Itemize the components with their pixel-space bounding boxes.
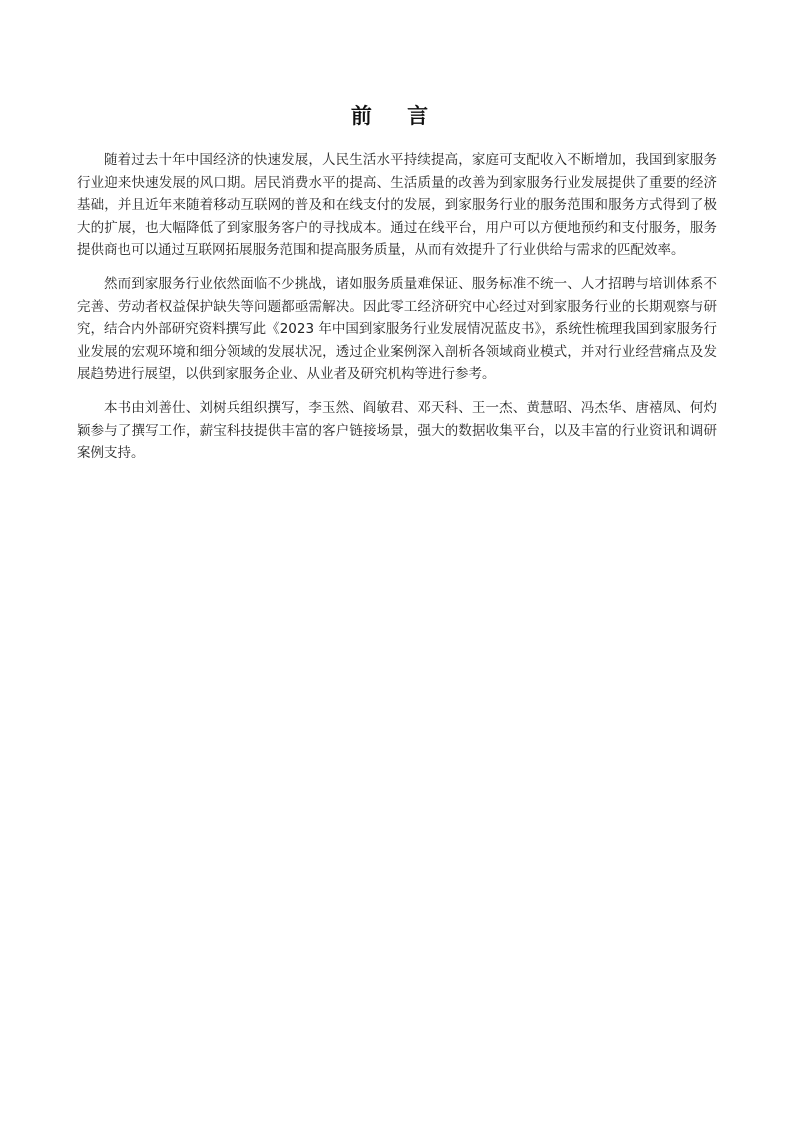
preface-body [77,149,717,476]
paragraph-2: 然而到家服务行业依然面临不少挑战，诸如服务质量难保证、服务标准不统一、人才招聘与培训体系不完善、劳动者权益保护缺失等问题都亟需解决。因此零工经济研究中心经过对到家服务行业的长期观察与研究，结合内外部研究资料撰写此《2023 年中国到家服务行业发展情况蓝皮书》，系统性梳理我国到家服务行业发展的宏观环境和细分领域的发展状况，透过企业案例深入剖析各领域商业模式，并对行业经营痛点及发展趋势进行展望，以供到家服务企业、从业者及研究机构等进行参考。 [77,275,717,383]
paragraph-3: 本书由刘善仕、刘树兵组织撰写，李玉然、阎敏君、邓天科、王一杰、黄慧昭、冯杰华、唐禧凤、何灼颖参与了撰写工作，薪宝科技提供丰富的客户链接场景，强大的数据收集平台，以及丰富的行业资讯和调研案例支持。 [77,399,717,462]
page-title: 前 言 [350,103,443,128]
paragraph-1: 随着过去十年中国经济的快速发展，人民生活水平持续提高，家庭可支配收入不断增加，我国到家服务行业迎来快速发展的风口期。居民消费水平的提高、生活质量的改善为到家服务行业发展提供了重要的经济基础，并且近年来随着移动互联网的普及和在线支付的发展，到家服务行业的服务范围和服务方式得到了极大的扩展，也大幅降低了到家服务客户的寻找成本。通过在线平台，用户可以方便地预约和支付服务，服务提供商也可以通过互联网拓展服务范围和提高服务质量，从而有效提升了行业供给与需求的匹配效率。 [77,152,717,259]
